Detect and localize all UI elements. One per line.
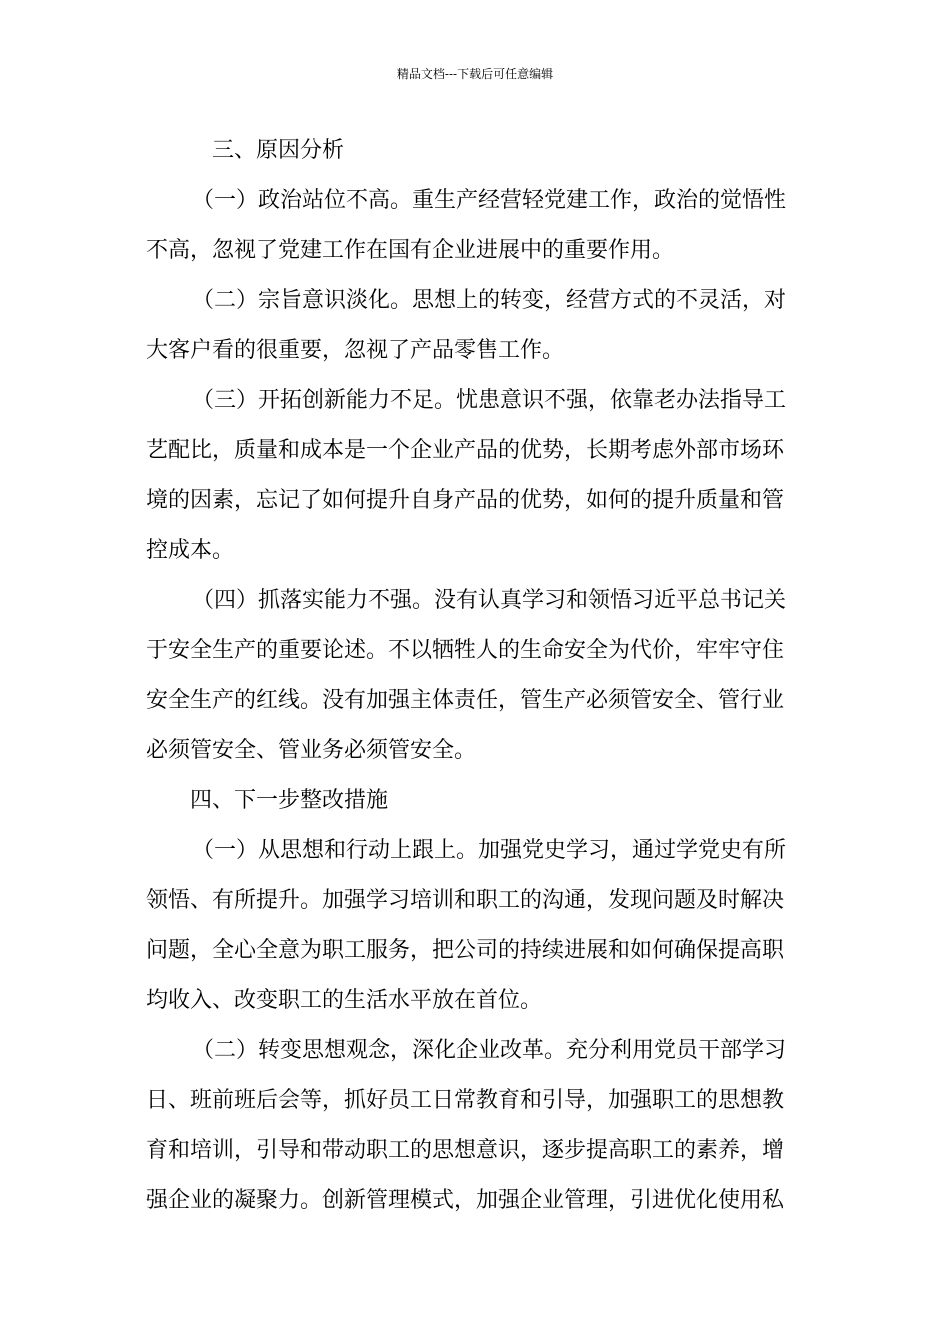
paragraph-line: 不高，忽视了党建工作在国有企业进展中的重要作用。 [146,238,675,263]
paragraph-line: 问题，全心全意为职工服务，把公司的持续进展和如何确保提高职 [146,938,785,963]
paragraph-line: 日、班前班后会等，抓好员工日常教育和引导，加强职工的思想教 [146,1088,785,1113]
paragraph-line: 强企业的凝聚力。创新管理模式，加强企业管理，引进优化使用私 [146,1188,785,1213]
paragraph-line: 安全生产的红线。没有加强主体责任，管生产必须管安全、管行业 [146,688,785,713]
page-header: 精品文档---下载后可任意编辑 [396,67,554,81]
section-heading: 四、下一步整改措施 [190,788,389,813]
document-body [146,126,806,1226]
paragraph-line: （二）宗旨意识淡化。思想上的转变，经营方式的不灵活，对 [192,288,787,313]
paragraph-line: 于安全生产的重要论述。不以牺牲人的生命安全为代价，牢牢守住 [146,638,785,663]
paragraph-line: 领悟、有所提升。加强学习培训和职工的沟通，发现问题及时解决 [146,888,785,913]
paragraph-line: 控成本。 [146,538,235,563]
paragraph-line: 均收入、改变职工的生活水平放在首位。 [146,988,543,1013]
paragraph-line: 必须管安全、管业务必须管安全。 [146,738,477,763]
paragraph-line: （三）开拓创新能力不足。忧患意识不强，依靠老办法指导工 [192,388,787,413]
section-heading: 三、原因分析 [212,138,345,163]
paragraph-line: （四）抓落实能力不强。没有认真学习和领悟习近平总书记关 [192,588,787,613]
paragraph-line: 大客户看的很重要，忽视了产品零售工作。 [146,338,565,363]
paragraph-line: 育和培训，引导和带动职工的思想意识，逐步提高职工的素养，增 [146,1138,785,1163]
paragraph-line: （一）从思想和行动上跟上。加强党史学习，通过学党史有所 [192,838,787,863]
paragraph-line: 境的因素，忘记了如何提升自身产品的优势，如何的提升质量和管 [146,488,785,513]
paragraph-line: （二）转变思想观念，深化企业改革。充分利用党员干部学习 [192,1038,787,1063]
paragraph-line: （一）政治站位不高。重生产经营轻党建工作，政治的觉悟性 [192,188,787,213]
paragraph-line: 艺配比，质量和成本是一个企业产品的优势，长期考虑外部市场环 [146,438,785,463]
